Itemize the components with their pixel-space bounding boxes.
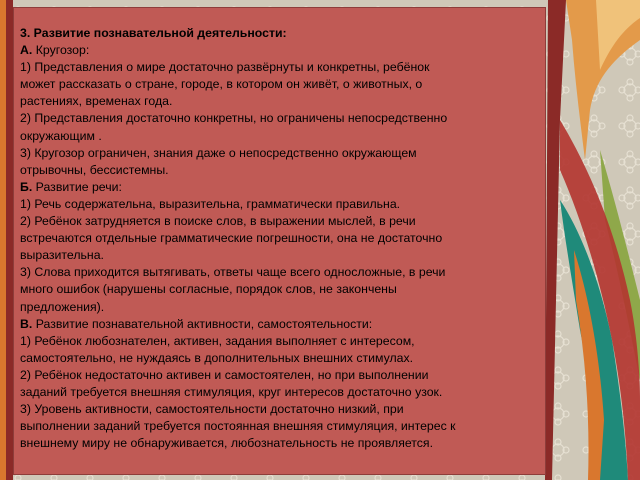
line-text: Развитие речи: (32, 179, 122, 194)
line-text: выразительна. (20, 248, 104, 263)
line-text: отрывочны, бессистемны. (20, 162, 169, 177)
text-line (20, 435, 540, 452)
text-line (20, 179, 540, 196)
text-line (20, 316, 540, 333)
text-line (20, 110, 540, 127)
line-text: 1) Речь содержательна, выразительна, грамматически правильна. (20, 196, 401, 211)
bold-label: 3. Развитие познавательной деятельности: (20, 26, 287, 40)
line-text: внешнему миру не обнаруживается, любознательность не проявляется. (20, 436, 433, 451)
text-line (20, 93, 540, 110)
text-line (20, 401, 540, 418)
text-line (20, 418, 540, 435)
line-text: 3) Кругозор ограничен, знания даже о непосредственно окружающем (20, 145, 417, 160)
bold-label: А. (20, 43, 33, 58)
line-text: Кругозор: (32, 43, 90, 58)
text-line (20, 162, 540, 179)
text-line (20, 384, 540, 401)
line-text: 2) Представления достаточно конкретны, но ограничены непосредственно (20, 111, 448, 126)
text-line (20, 350, 540, 367)
text-line (20, 333, 540, 350)
line-text: 1) Ребёнок любознателен, активен, задания выполняет с интересом, (20, 333, 415, 348)
text-line (20, 281, 540, 298)
line-text: встречаются отдельные грамматические погрешности, она не достаточно (20, 231, 443, 246)
line-text: растениях, временах года. (20, 94, 173, 109)
line-text: Развитие познавательной активности, самостоятельности: (32, 316, 373, 331)
line-text: 3) Слова приходится вытягивать, ответы чаще всего односложные, в речи (20, 265, 446, 280)
text-line (20, 299, 540, 316)
text-line (20, 213, 540, 230)
text-line (20, 367, 540, 384)
text-line (20, 145, 540, 162)
text-line (20, 42, 540, 59)
text-line (20, 196, 540, 213)
text-line (20, 264, 540, 281)
line-text: 2) Ребёнок недостаточно активен и самостоятелен, но при выполнении (20, 367, 429, 382)
text-line (20, 59, 540, 76)
line-text: окружающим . (20, 128, 102, 143)
bold-label: В. (20, 316, 33, 331)
text-line (20, 25, 540, 42)
text-line (20, 128, 540, 145)
line-text: 1) Представления о мире достаточно развёрнуты и конкретны, ребёнок (20, 60, 430, 75)
line-text: 2) Ребёнок затрудняется в поиске слов, в выражении мыслей, в речи (20, 214, 416, 229)
text-line (20, 230, 540, 247)
text-line (20, 76, 540, 93)
line-text: заданий требуется внешняя стимуляция, круг интересов достаточно узок. (20, 384, 443, 399)
line-text: самостоятельно, не нуждаясь в дополнительных внешних стимулах. (20, 350, 414, 365)
line-text: 3) Уровень активности, самостоятельности достаточно низкий, при (20, 402, 404, 417)
line-text: выполнении заданий требуется постоянная внешняя стимуляция, интерес к (20, 419, 456, 434)
line-text: много ошибок (нарушены согласные, порядок слов, не закончены (20, 282, 397, 297)
bold-label: Б. (20, 179, 33, 194)
content-panel (13, 7, 546, 475)
text-line (20, 247, 540, 264)
line-text: предложения). (20, 299, 105, 314)
text-block (20, 25, 540, 452)
line-text: может рассказать о стране, городе, в котором он живёт, о животных, о (20, 77, 423, 92)
